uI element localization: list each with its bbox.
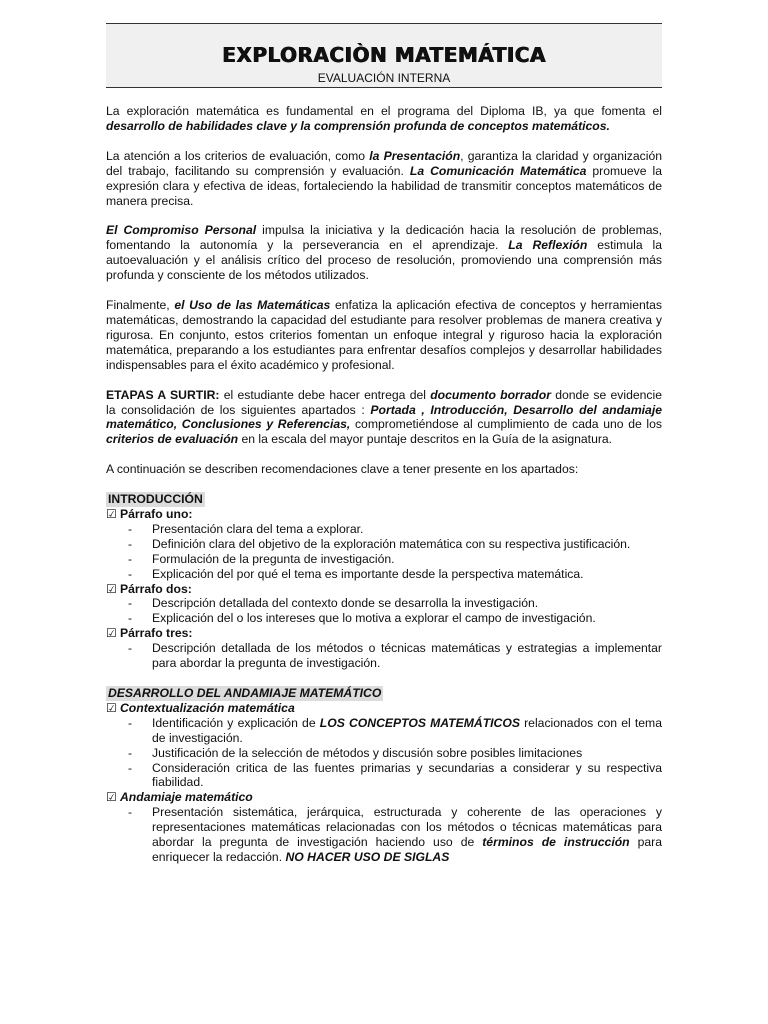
checklist-label: Andamiaje matemático [120, 790, 253, 805]
document-page [106, 0, 662, 865]
checklist-label: Párrafo uno: [120, 507, 193, 522]
checklist-item [106, 582, 662, 597]
paragraph-criteria [106, 149, 662, 209]
text: La exploración matemática es fundamental en el programa del Diploma IB, ya que fomenta el [106, 104, 662, 118]
emphasis-text: desarrollo de habilidades clave y la comprensión profunda de conceptos matemáticos. [106, 118, 610, 133]
list-item-text [152, 716, 662, 746]
bullet-list [106, 716, 662, 791]
list-item-text: Consideración critica de las fuentes primarias y secundarias a considerar y su respectiva fiabilidad. [152, 760, 662, 790]
emphasis-text: Portada , Introducción, Desarrollo del andamiaje matemático, Conclusiones y Referencias, [106, 402, 662, 432]
list-item [106, 641, 662, 671]
emphasis-text: la Presentación [369, 148, 461, 163]
text: Presentación sistemática, jerárquica, estructurada y coherente de las operaciones y representaciones matemáticas relacionadas con los métodos o técnicas matemáticas para abordar la pregunta de investigación haciendo uso de [152, 805, 662, 850]
dash-icon: - [128, 551, 133, 566]
checkbox-icon: ☑ [106, 581, 117, 596]
document-title: EXPLORACIÒN MATEMÁTICA [222, 43, 546, 67]
dash-icon: - [128, 760, 133, 775]
section-heading: DESARROLLO DEL ANDAMIAJE MATEMÁTICO [108, 686, 382, 700]
dash-icon: - [128, 596, 133, 611]
paragraph-intro [106, 104, 662, 134]
list-item [106, 746, 662, 761]
text: estimula la autoevaluación y el análisis crítico del proceso de resolución, promoviendo una comprensión más profunda y consciente de los métodos utilizados. [106, 238, 663, 283]
checklist-label: Párrafo dos: [120, 581, 192, 596]
list-item [106, 611, 662, 626]
emphasis-text: documento borrador [430, 387, 551, 402]
list-item-text: Descripción detallada de los métodos o técnicas matemáticas y estrategias a implementar para abordar la pregunta de investigación. [152, 641, 662, 671]
emphasis-text: términos de instrucción [482, 835, 630, 850]
checklist-item [106, 507, 662, 522]
list-item [106, 805, 662, 865]
text: promueve la expresión clara y efectiva de ideas, fortaleciendo la habilidad de transmitir conceptos matemáticos de manera precisa. [106, 163, 663, 208]
bullet-list [106, 805, 662, 865]
dash-icon: - [128, 566, 133, 581]
checklist-item [106, 626, 662, 641]
list-item [106, 761, 662, 791]
list-item-text: Descripción detallada del contexto donde se desarrolla la investigación. [152, 596, 539, 611]
emphasis-text: El Compromiso Personal [106, 223, 257, 238]
paragraph-compromiso [106, 223, 662, 283]
text: en la escala del mayor puntaje descritos en la Guía de la asignatura. [238, 432, 613, 447]
section-desarrollo [106, 686, 662, 865]
dash-icon: - [128, 641, 133, 656]
list-item-text: Justificación de la selección de métodos y discusión sobre posibles limitaciones [152, 745, 583, 760]
list-item [106, 537, 662, 552]
checklist-label: Contextualización matemática [120, 700, 295, 715]
list-item [106, 522, 662, 537]
text: Finalmente, [106, 298, 175, 313]
section-heading: INTRODUCCIÓN [108, 492, 203, 507]
list-item-text: Presentación clara del tema a explorar. [152, 521, 364, 536]
emphasis-text: La Reflexión [508, 238, 588, 253]
bullet-list [106, 522, 662, 582]
text: para enriquecer la redacción. [152, 835, 663, 864]
document-header [106, 23, 662, 88]
list-item [106, 552, 662, 567]
document-body [106, 104, 662, 865]
checklist-item [106, 701, 662, 716]
list-item [106, 716, 662, 746]
emphasis-text: LOS CONCEPTOS MATEMÁTICOS [319, 715, 520, 730]
dash-icon: - [128, 805, 133, 820]
list-item [106, 567, 662, 582]
bullet-list [106, 641, 662, 671]
text: impulsa la iniciativa y la dedicación hacia la resolución de problemas, fomentando la autonomía y la perseverancia en el aprendizaje. [106, 223, 662, 253]
text: comprometiéndose al cumplimiento de cada uno de los [350, 417, 662, 432]
paragraph-etapas [106, 388, 662, 448]
checkbox-icon: ☑ [106, 790, 117, 805]
emphasis-text: La Comunicación Matemática [409, 163, 587, 178]
document-subtitle: EVALUACIÓN INTERNA [317, 71, 451, 85]
checkbox-icon: ☑ [106, 700, 117, 715]
dash-icon: - [128, 611, 133, 626]
emphasis-text: NO HACER USO DE SIGLAS [285, 849, 450, 864]
list-item [106, 596, 662, 611]
text: enfatiza la aplicación efectiva de conceptos y herramientas matemáticas, demostrando la capacidad del estudiante para resolver problemas de manera creativa y rigurosa. En conjunto, estos criterios fomentan un enfoque integral y riguroso hacia la exploración matemática, preparando a los estudiantes para enfrentar desafíos complejos y desarrollar habilidades indispensables para el éxito académico y profesional. [106, 298, 663, 372]
checkbox-icon: ☑ [106, 626, 117, 641]
dash-icon: - [128, 745, 133, 760]
emphasis-text: el Uso de las Matemáticas [174, 298, 331, 313]
emphasis-text: criterios de evaluación [106, 432, 239, 447]
paragraph-continuacion: A continuación se describen recomendaciones clave a tener presente en los apartados: [106, 462, 579, 477]
checkbox-icon: ☑ [106, 507, 117, 522]
text: Identificación y explicación de [152, 715, 320, 730]
bullet-list [106, 596, 662, 626]
dash-icon: - [128, 536, 133, 551]
checklist-item [106, 790, 662, 805]
text: La atención a los criterios de evaluación, como [106, 148, 370, 163]
list-item-text: Explicación del por qué el tema es importante desde la perspectiva matemática. [152, 566, 584, 581]
paragraph-uso [106, 298, 662, 373]
section-introduccion [106, 492, 662, 671]
dash-icon: - [128, 521, 133, 536]
text: donde se evidencie la consolidación de los siguientes apartados : [106, 387, 662, 417]
etapas-label: ETAPAS A SURTIR: [106, 387, 220, 402]
text: relacionados con el tema de investigación. [152, 715, 662, 745]
list-item-text: Definición clara del objetivo de la exploración matemática con su respectiva justificación. [152, 536, 631, 551]
list-item-text [152, 805, 662, 865]
text: , garantiza la claridad y organización del trabajo, facilitando su comprensión y evaluación. [106, 148, 663, 178]
list-item-text: Formulación de la pregunta de investigación. [152, 551, 395, 566]
dash-icon: - [128, 715, 133, 730]
checklist-label: Párrafo tres: [120, 626, 193, 641]
list-item-text: Explicación del o los intereses que lo motiva a explorar el campo de investigación. [152, 611, 596, 626]
text: el estudiante debe hacer entrega del [219, 387, 431, 402]
